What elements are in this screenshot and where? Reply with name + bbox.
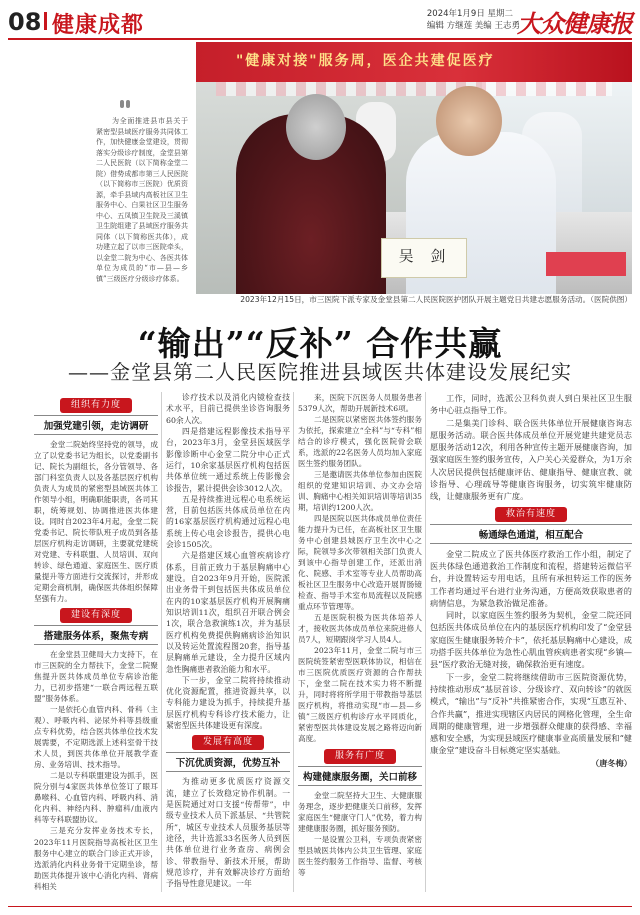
issue-date: 2024年1月9日 星期二 bbox=[426, 9, 514, 19]
photo-doctor-head bbox=[436, 86, 502, 156]
column-rule bbox=[425, 392, 426, 892]
article-column-3 bbox=[298, 392, 422, 878]
section-tag: 发展有高度 bbox=[192, 735, 264, 750]
intro-paragraph: 为全面推进县市县关于紧密型县域医疗服务共同体工作，加快健康金堂建设，贯彻落实分级诊疗制度，金堂县第二人民医院（以下简称金堂二院）借势成都市第三人民医院（以下简称市三医院）优质资源，牵手县域内高板社区卫生服务中心、白果社区卫生服务中心、五凤镇卫生院及三溪镇卫生院组建了县域医疗服务共同体（以下简称医共体），成功建立起了以市三医院牵头，以金堂二院为中心、各医共体单位为成员的“市—县—乡镇”三级医疗分级诊疗体系。 bbox=[96, 117, 188, 283]
paragraph: 在金堂县卫健局大力支持下，在市三医院的全力帮扶下，金堂二院聚焦提升医共体成员单位专病诊治能力，已初步搭建“一联合两远程五联盟”服务体系。 bbox=[34, 650, 158, 704]
section-subtitle: 畅通绿色通道，相互配合 bbox=[430, 524, 632, 544]
newspaper-logo: 大众健康报 bbox=[517, 9, 632, 38]
page-number: 08 bbox=[8, 8, 42, 36]
photo-sign bbox=[546, 252, 626, 276]
section-tag: 组织有力度 bbox=[60, 398, 132, 413]
paragraph: 一是设置公卫科，专项负责紧密型县城医共体内公共卫生管理、家庭医生签约服务工作指导、监督、考核等 bbox=[298, 834, 422, 877]
paragraph: 同时，以家庭医生签约服务为契机，金堂二院还同包括医共体成员单位在内的基层医疗机构印发了“金堂县家庭医生健康服务转介卡”，依托基层胸痛中心建设，成功搭手医共体单位为急性心肌血管疾病患者实现“乡镇—县”医疗救治无缝对接，确保救治更有速度。 bbox=[430, 610, 632, 670]
paragraph: 二是以专科联盟建设为抓手，医院分别与4家医共体单位签订了眼耳鼻喉科、心血管内科、呼吸内科、消化内科、神经内科、肿瘤科/血液内科等专科联盟协议。 bbox=[34, 771, 158, 825]
section-subtitle: 搭建服务体系，聚焦专病 bbox=[34, 625, 158, 645]
paragraph: 四是医院以医共体成员单位责任能力提升为已任，在高板社区卫生服务中心创建县城医疗卫生次中心之际，院领导多次带领相关部门负责人到该中心指导创建工作，还派出消化、院感、手术室等专业人员帮助高板社区卫生服务中心改造开展胃肠镜检查、指导手术室布局流程以及院感重点环节管理等。 bbox=[298, 514, 422, 612]
paragraph: 诊疗技术以及消化内镜检查技术水平，目前已提供坐诊咨询服务60余人次。 bbox=[166, 393, 290, 425]
paragraph: 金堂二院始终坚持党的领导，成立了以党委书记为组长，以党委副书记、院长为副组长，各分管领导、各部门科室负责人以及各基层医疗机构负责人为成员的紧密型县域医共体工作领导小组，明确职能职责，各司其职，统筹规划、协调推进医共体建设。同时自2023年4月起，金堂二院党委书记、院长带队班子成员到各基层医疗机构走访调研，主要就党建统对党建、专科联盟、人员培训、双向转诊、绿色通道、家庭医生、医疗质量提升等方面进行交流探讨，并形成定期会商机制，确保医共体组织保障坚强有力。 bbox=[34, 440, 158, 604]
photo-nameplate bbox=[381, 238, 467, 278]
paragraph: 三是充分发挥业务技术专长，2023年11月医院指导高板社区卫生服务中心建立的联合门诊正式开诊，选派消化内科业务骨干定期坐诊，帮助医共体提升该中心消化内科、肾病科相关 bbox=[34, 826, 158, 891]
section-tag: 救治有速度 bbox=[495, 507, 567, 522]
paragraph: 五是持续推进远程心电系统运营，目前包括医共体成员单位在内的16家基层医疗机构通过远程心电系统上传心电会诊报告，提供心电会诊1505次。 bbox=[166, 494, 290, 550]
section-tag: 建设有深度 bbox=[60, 608, 132, 623]
article-column-2 bbox=[166, 392, 290, 890]
column-rule bbox=[293, 392, 294, 892]
paragraph: 工作，同时，选派公卫科负责人到白果社区卫生服务中心驻点指导工作。 bbox=[430, 393, 632, 416]
paragraph: 二是集美门诊科、联合医共体单位开展健康咨询志愿服务活动。联合医共体成员单位开展党建共建党员志愿服务活动12次，利用各种宣传主题开展健康咨询，加强家庭医生签约服务宣传，入户关心关爱群众，为1万余人次居民提供包括健康评估、健康指导、健康宣教、就诊指导、心理疏导等健康咨询服务，切实筑牢健康防线，让健康服务更有广度。 bbox=[430, 417, 632, 502]
paragraph: 五是医院积极为医共体培养人才，接收医共体成员单位来院进修人员7人，短期跟岗学习人员4人。 bbox=[298, 613, 422, 645]
paragraph: 四是搭建远程影像技术指导平台，2023年3月，金堂县医域医学影像诊断中心金堂二院分中心正式运行，10余家基层医疗机构包括医共体单位统一通过系统上传影像会诊报告，累计提供会诊3012人次。 bbox=[166, 426, 290, 493]
paragraph: 下一步，金堂二院将持续推动优化资源配置，推进资源共享，以专科能力建设为抓手，持续提升基层医疗机构专科诊疗技术能力，让紧密型医共体建设更有深度。 bbox=[166, 675, 290, 731]
header-rule bbox=[8, 38, 632, 40]
photo-patient-head bbox=[286, 94, 346, 160]
quote-mark-icon bbox=[120, 100, 130, 114]
editor-credits: 编辑 方继莲 美编 王志勇 bbox=[426, 21, 520, 31]
subheadline: ——金堂县第二人民医院推进县域医共体建设发展纪实 bbox=[68, 360, 572, 384]
paragraph: 一是依托心血管内科、骨科（主观）、呼吸内科、泌尿外科等县级重点专科优势，结合医共体单位技术发展需要，不定期选派上述科室骨干技术人员，到医共体单位开展教学查房、业务培训、技术指导。 bbox=[34, 705, 158, 770]
header-divider bbox=[44, 12, 47, 30]
section-tag: 服务有广度 bbox=[324, 749, 396, 764]
header-meta bbox=[427, 8, 520, 32]
paragraph: 下一步，金堂二院将继续借助市三医院资源优势，持续推动形成“基层首诊、分级诊疗、双向转诊”的就医模式，“输出”与“反补”共推紧密合作，实现“互惠互补、合作共赢”，推进实现辖区内居民的网格化管理，全生命周期的健康管理，进一步增强群众健康的获得感、幸福感和安全感，为实现县域医疗健康事业高质量发展和“健康金堂”建设奋斗目标奠定坚实基础。 bbox=[430, 671, 632, 756]
article-column-4 bbox=[430, 392, 632, 769]
article-column-1 bbox=[34, 394, 158, 892]
paragraph: 金堂二院坚持大卫生、大健康服务理念，逐步把健康关口前移，发挥家庭医生“健康守门人”优势，着力构建健康服务圈，抓好服务预防。 bbox=[298, 790, 422, 833]
column-rule bbox=[161, 392, 162, 892]
photo-nameplate-text: 吴 剑 bbox=[398, 247, 452, 265]
photo-banner-text: "健康对接"服务周，医企共建促医疗 bbox=[236, 53, 495, 69]
paragraph: 为推动更多优质医疗资源交流，建立了长效稳定协作机制。一是医院通过对口支援“传帮带”，中级专业技术人员下派基层、“共管院所”，城区专业技术人员服务基层等途径，共计选派33名医务人员到医共体单位进行业务查房、病例会诊、带教指导、新技术开展，帮助规范诊疗，并有效解决诊疗方面给予指导性意见建议。一年 bbox=[166, 777, 290, 889]
section-subtitle: 下沉优质资源，优势互补 bbox=[166, 752, 290, 772]
page-header bbox=[0, 0, 640, 40]
photo-banner bbox=[196, 42, 632, 82]
section-subtitle: 加强党建引领，走访调研 bbox=[34, 415, 158, 435]
paragraph: 六是搭建区域心血管疾病诊疗体系，目前正致力于基层胸痛中心建设。自2023年9月开始，医院派出业务骨干到包括医共体成员单位在内的10家基层医疗机构开展胸痛知识培训11次，组织召开联合例会1次，联合急救演练1次，并为基层医疗机构免费提供胸痛病诊治知识以及转运处置流程图20套，指导基层胸痛单元建设，全力提升区域内急性胸痛患者救治能力和水平。 bbox=[166, 551, 290, 674]
paragraph: 2023年11月，金堂二院与市三医院统签紧密型医联体协议，相信在市三医院优质医疗资源的合作帮扶下，金堂二院在技术实力将不断提升，同时将将所学用于带教指导基层医疗机构，将推动实现“市—县—乡镇”三级医疗机构诊疗水平同质化，紧密型医共体建设发展之路将迈向新高度。 bbox=[298, 646, 422, 744]
paragraph: 来，医院下沉医务人员服务患者5379人次，帮助开展新技术6项。 bbox=[298, 393, 422, 414]
news-photo bbox=[196, 42, 632, 294]
headline: “输出”“反补” 合作共赢 bbox=[137, 324, 503, 363]
paragraph: 三是邀请医共体单位参加由医院组织的党建知识培训、办文办会培训、胸痛中心相关知识培训等培训35期，培训约1200人次。 bbox=[298, 470, 422, 513]
section-subtitle: 构建健康服务圈，关口前移 bbox=[298, 766, 422, 786]
photo-caption: 2023年12月15日，市三医院下派专家及金堂县第二人民医院医护团队开展主题党日共建志愿服务活动。（医院供图） bbox=[240, 295, 632, 304]
paragraph: 二是医院以紧密医共体签约服务为依托，探索建立“全科”与“专科”相结合的诊疗模式，强化医院骨会联系，选派的22名医务人员均加入家庭医生签约服务团队。 bbox=[298, 415, 422, 469]
footer-rule bbox=[8, 906, 632, 907]
photo-bunting bbox=[216, 82, 612, 96]
section-title: 健康成都 bbox=[52, 13, 145, 38]
author-credit: （唐冬梅） bbox=[591, 757, 632, 768]
paragraph: 金堂二院成立了医共体医疗救治工作小组，制定了医共体绿色通道救治工作制度和流程，搭建转运微信平台，并设置转运专用电话，且所有承担转运工作的医务工作者均通过平台进行业务沟通，方便高效获取患者的病情信息，为紧急救治做足准备。 bbox=[430, 548, 632, 608]
